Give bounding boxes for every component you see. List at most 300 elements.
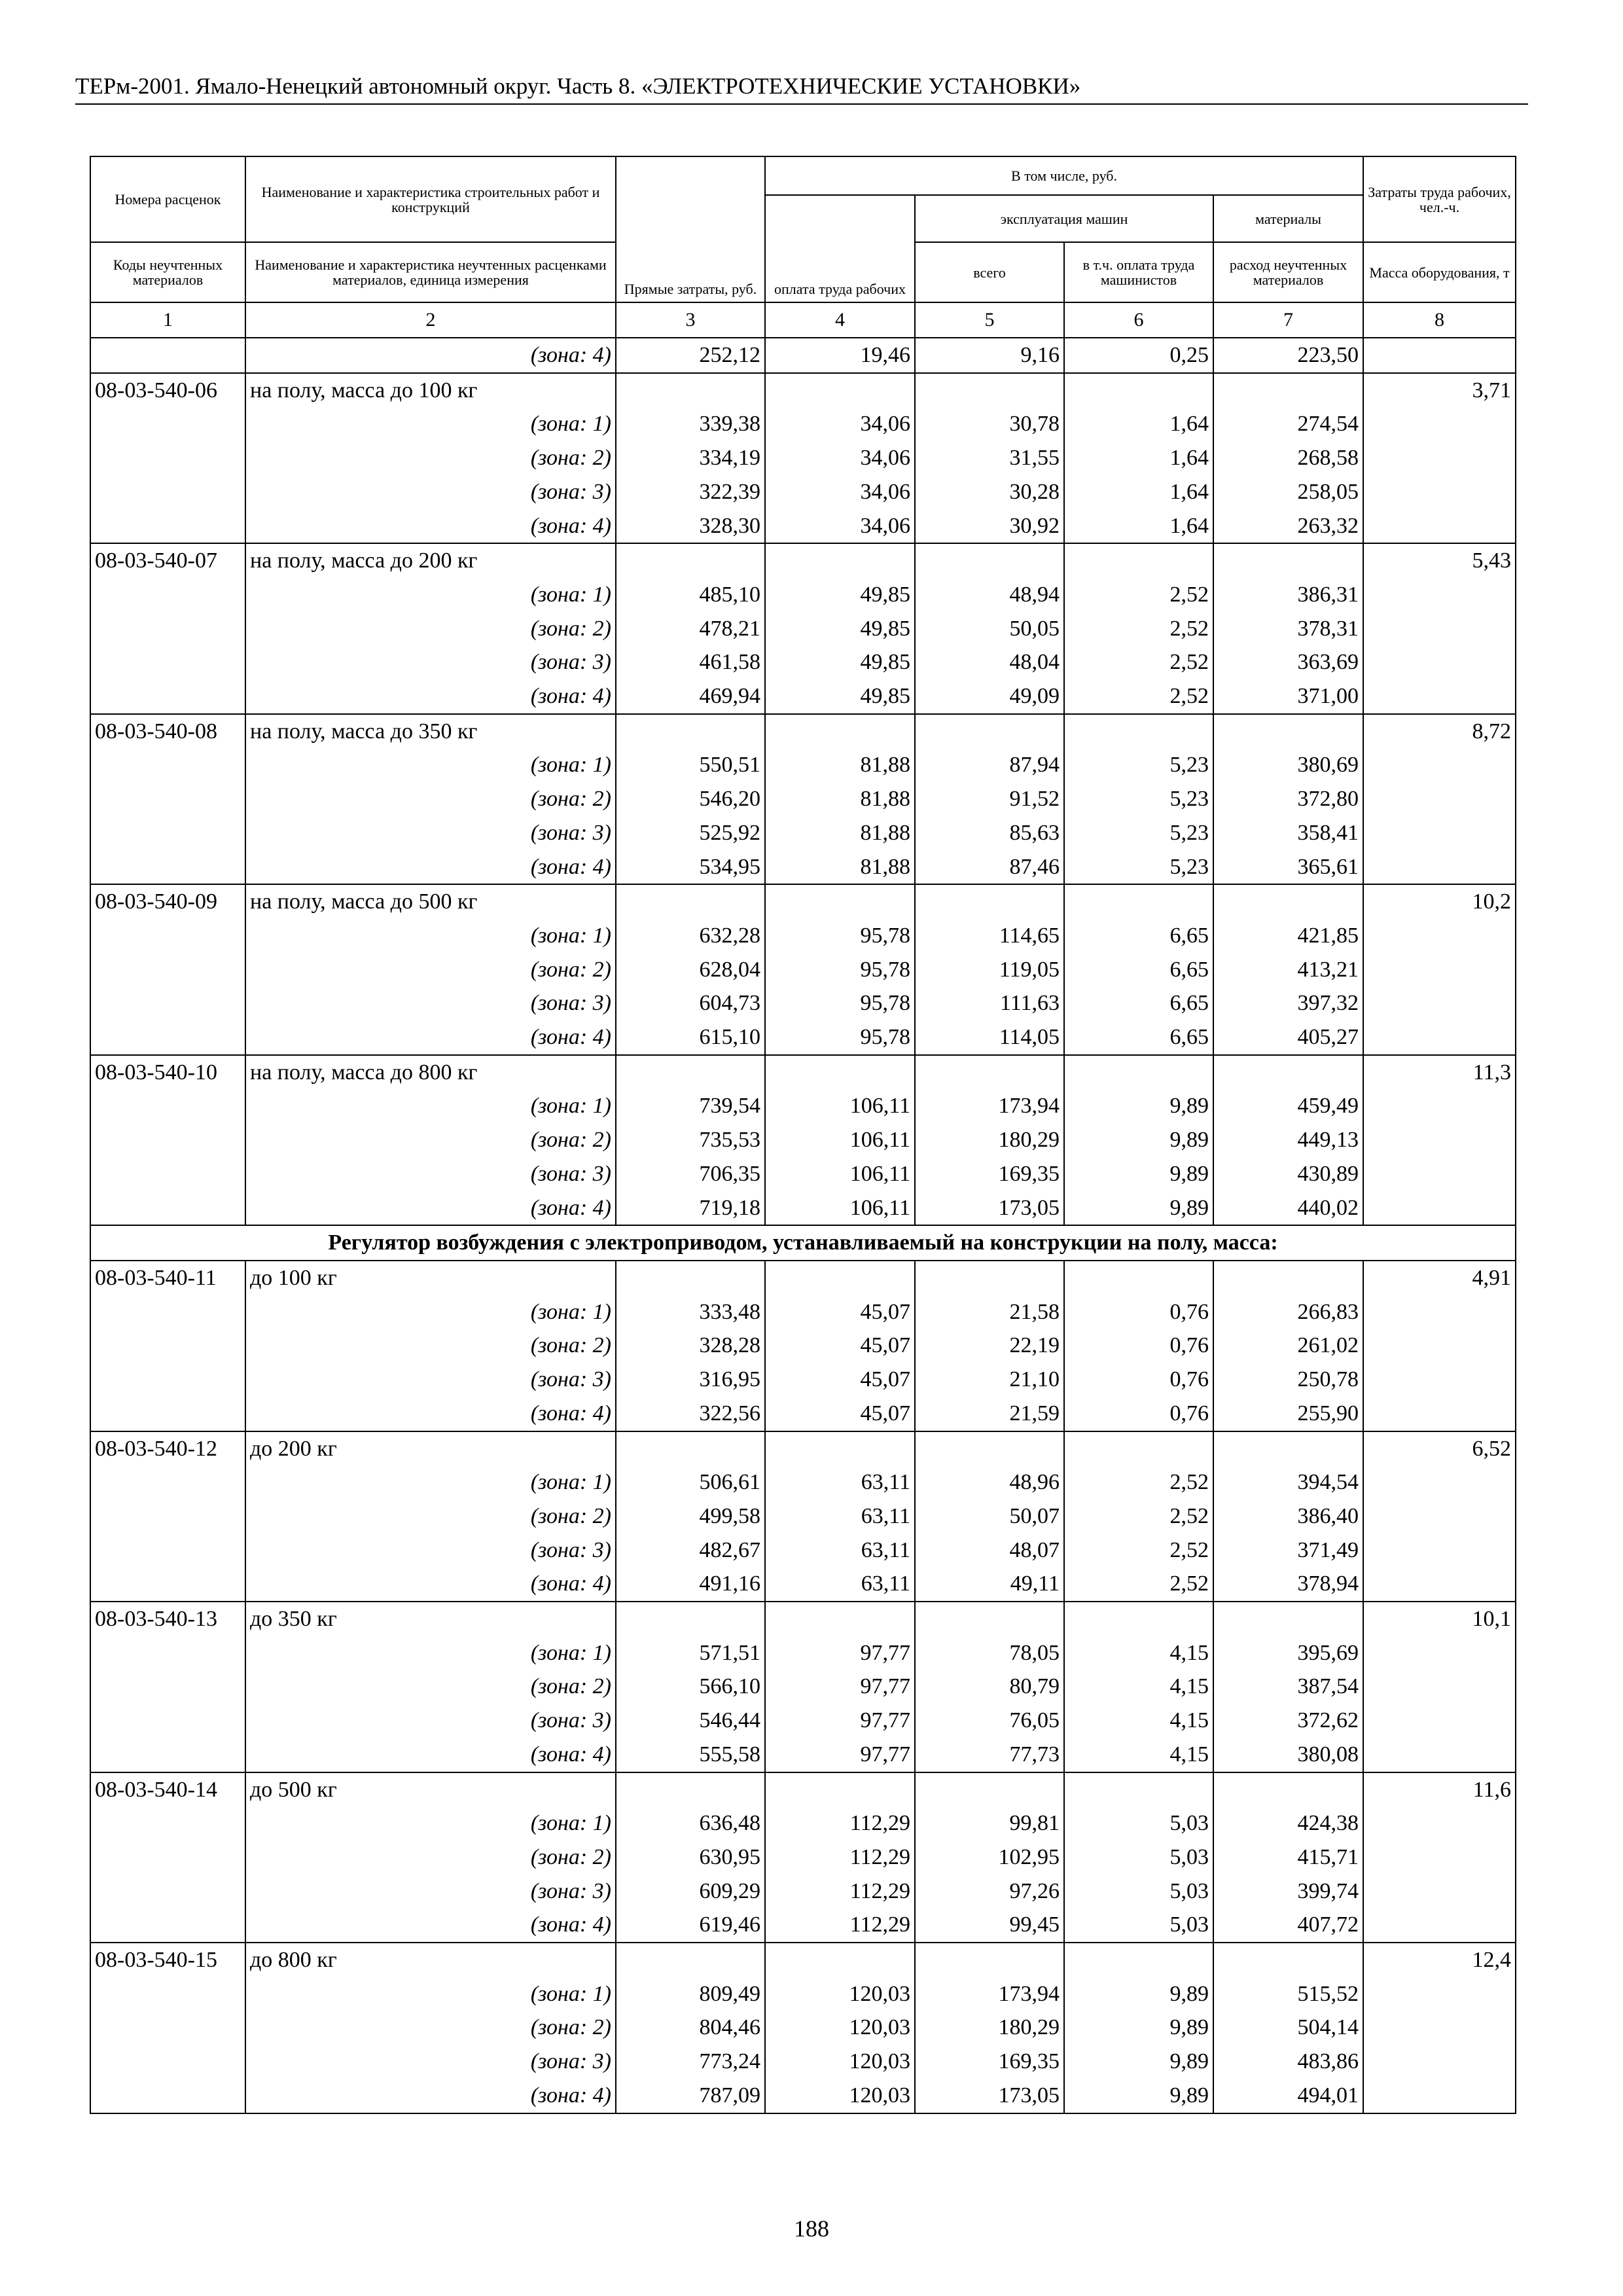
mass-cell: 10,2 [1363,884,1516,919]
code-cell [90,1157,245,1191]
rate-name: на полу, масса до 200 кг [245,543,616,578]
code-cell [90,612,245,646]
table-row [90,1020,1516,1055]
value-cell: 21,59 [915,1397,1064,1431]
col6-header: в т.ч. оплата труда машинистов [1064,242,1213,302]
rates-table [90,156,1516,2114]
value-cell: 4,15 [1064,1636,1213,1670]
zone-label: (зона: 1) [245,1295,616,1329]
value-cell: 120,03 [765,2045,915,2079]
value-cell: 30,28 [915,475,1064,509]
value-cell: 9,89 [1064,1123,1213,1157]
value-cell [1064,1261,1213,1295]
zone-label: (зона: 2) [245,1840,616,1874]
table-row [90,1499,1516,1534]
table-row [90,714,1516,749]
table-row [90,1874,1516,1909]
value-cell: 358,41 [1213,816,1363,850]
code-cell [90,1840,245,1874]
code-cell [90,2045,245,2079]
value-cell: 97,77 [765,1670,915,1704]
value-cell: 5,23 [1064,850,1213,885]
value-cell: 106,11 [765,1157,915,1191]
rate-name: до 800 кг [245,1943,616,1977]
rate-code: 08-03-540-14 [90,1772,245,1807]
value-cell [765,1261,915,1295]
value-cell: 363,69 [1213,645,1363,679]
section-row [90,1225,1516,1261]
table-row [90,1465,1516,1499]
value-cell: 169,35 [915,2045,1064,2079]
value-cell: 619,46 [616,1908,765,1943]
value-cell: 63,11 [765,1534,915,1568]
mass-cell [1363,1806,1516,1840]
value-cell: 407,72 [1213,1908,1363,1943]
zone-label: (зона: 2) [245,782,616,816]
value-cell: 50,05 [915,612,1064,646]
value-cell: 380,69 [1213,748,1363,782]
zone-label: (зона: 1) [245,1806,616,1840]
table-row [90,1806,1516,1840]
page-number: 188 [794,2215,829,2242]
value-cell: 4,15 [1064,1738,1213,1772]
table-row [90,338,1516,373]
value-cell: 2,52 [1064,645,1213,679]
table-row [90,1089,1516,1123]
value-cell: 9,16 [915,338,1064,373]
table-row [90,986,1516,1020]
value-cell: 371,49 [1213,1534,1363,1568]
value-cell: 339,38 [616,407,765,441]
table-row [90,1670,1516,1704]
value-cell: 34,06 [765,407,915,441]
code-cell [90,1123,245,1157]
value-cell: 424,38 [1213,1806,1363,1840]
value-cell [765,1602,915,1636]
code-cell [90,1499,245,1534]
mass-cell [1363,850,1516,885]
value-cell: 49,85 [765,612,915,646]
col1-top-header: Номера расценок [90,156,245,242]
mass-cell [1363,1908,1516,1943]
value-cell [915,884,1064,919]
mass-cell: 12,4 [1363,1943,1516,1977]
column-numbers [90,302,1516,338]
value-cell: 87,94 [915,748,1064,782]
value-cell: 45,07 [765,1329,915,1363]
table-row [90,782,1516,816]
value-cell: 120,03 [765,1977,915,2011]
value-cell: 30,92 [915,509,1064,544]
value-cell [1064,1772,1213,1807]
value-cell: 223,50 [1213,338,1363,373]
zone-label: (зона: 4) [245,2079,616,2113]
value-cell: 45,07 [765,1363,915,1397]
value-cell: 111,63 [915,986,1064,1020]
value-cell: 49,85 [765,578,915,612]
zone-label: (зона: 3) [245,816,616,850]
value-cell: 78,05 [915,1636,1064,1670]
value-cell: 636,48 [616,1806,765,1840]
value-cell: 371,00 [1213,679,1363,714]
column-number: 7 [1213,302,1363,338]
col4-header: оплата труда рабочих [765,195,915,302]
value-cell: 263,32 [1213,509,1363,544]
table-row [90,1295,1516,1329]
value-cell: 415,71 [1213,1840,1363,1874]
value-cell: 378,94 [1213,1567,1363,1602]
code-cell [90,679,245,714]
value-cell [1213,1261,1363,1295]
value-cell [1213,1431,1363,1466]
value-cell: 34,06 [765,475,915,509]
mass-cell [1363,1704,1516,1738]
value-cell: 112,29 [765,1806,915,1840]
table-row [90,1363,1516,1397]
value-cell: 97,77 [765,1636,915,1670]
value-cell: 106,11 [765,1191,915,1226]
value-cell: 120,03 [765,2011,915,2045]
value-cell: 546,20 [616,782,765,816]
column-number: 5 [915,302,1064,338]
code-cell [90,509,245,544]
code-cell [90,1908,245,1943]
value-cell: 365,61 [1213,850,1363,885]
value-cell: 6,65 [1064,953,1213,987]
rate-name: на полу, масса до 500 кг [245,884,616,919]
value-cell: 4,15 [1064,1670,1213,1704]
value-cell: 48,04 [915,645,1064,679]
value-cell: 81,88 [765,782,915,816]
value-cell: 50,07 [915,1499,1064,1534]
mass-cell [1363,2045,1516,2079]
value-cell [915,1602,1064,1636]
rate-code: 08-03-540-11 [90,1261,245,1295]
value-cell [915,1431,1064,1466]
table-row [90,1636,1516,1670]
table-row [90,2011,1516,2045]
mass-cell: 11,6 [1363,1772,1516,1807]
value-cell: 550,51 [616,748,765,782]
value-cell: 5,23 [1064,748,1213,782]
value-cell [1213,1772,1363,1807]
mass-cell [1363,1499,1516,1534]
value-cell: 268,58 [1213,441,1363,475]
zone-label: (зона: 4) [245,338,616,373]
code-cell [90,919,245,953]
zone-label: (зона: 3) [245,2045,616,2079]
value-cell [1064,1602,1213,1636]
value-cell: 102,95 [915,1840,1064,1874]
zone-label: (зона: 4) [245,1908,616,1943]
value-cell [1213,884,1363,919]
value-cell: 49,11 [915,1567,1064,1602]
rate-code: 08-03-540-15 [90,1943,245,1977]
code-cell [90,782,245,816]
code-cell [90,1191,245,1226]
value-cell: 173,94 [915,1089,1064,1123]
zone-label: (зона: 3) [245,1157,616,1191]
table-row [90,645,1516,679]
value-cell: 34,06 [765,509,915,544]
incl-header: В том числе, руб. [765,156,1363,195]
col3-header: Прямые затраты, руб. [616,156,765,302]
value-cell [1213,1055,1363,1090]
value-cell: 2,52 [1064,1499,1213,1534]
value-cell: 5,03 [1064,1874,1213,1909]
value-cell: 506,61 [616,1465,765,1499]
mass-cell: 4,91 [1363,1261,1516,1295]
table-row [90,1055,1516,1090]
value-cell: 5,23 [1064,782,1213,816]
value-cell: 809,49 [616,1977,765,2011]
value-cell: 95,78 [765,919,915,953]
value-cell: 482,67 [616,1534,765,1568]
value-cell: 9,89 [1064,2079,1213,2113]
col2-bottom-header: Наименование и характеристика неучтенных расценками материалов, единица измерения [245,242,616,302]
value-cell: 1,64 [1064,475,1213,509]
value-cell: 1,64 [1064,441,1213,475]
value-cell: 45,07 [765,1295,915,1329]
value-cell [616,1772,765,1807]
page-header: ТЕРм-2001. Ямало-Ненецкий автономный округ. Часть 8. «ЭЛЕКТРОТЕХНИЧЕСКИЕ УСТАНОВКИ» [75,73,1528,105]
zone-label: (зона: 4) [245,1397,616,1431]
rate-name: на полу, масса до 800 кг [245,1055,616,1090]
table-row [90,407,1516,441]
value-cell: 485,10 [616,578,765,612]
value-cell [616,543,765,578]
rate-code: 08-03-540-13 [90,1602,245,1636]
table-row [90,2079,1516,2113]
value-cell: 45,07 [765,1397,915,1431]
value-cell: 0,25 [1064,338,1213,373]
value-cell: 628,04 [616,953,765,987]
value-cell: 81,88 [765,816,915,850]
zone-label: (зона: 4) [245,1567,616,1602]
mass-cell: 3,71 [1363,373,1516,408]
value-cell: 5,03 [1064,1908,1213,1943]
col1-bottom-header: Коды неучтенных материалов [90,242,245,302]
value-cell: 1,64 [1064,509,1213,544]
mass-cell [1363,1363,1516,1397]
value-cell: 449,13 [1213,1123,1363,1157]
value-cell [1213,543,1363,578]
value-cell: 4,15 [1064,1704,1213,1738]
table-row [90,884,1516,919]
value-cell: 2,52 [1064,1567,1213,1602]
value-cell: 9,89 [1064,2011,1213,2045]
table-row [90,919,1516,953]
value-cell: 395,69 [1213,1636,1363,1670]
value-cell: 499,58 [616,1499,765,1534]
value-cell: 1,64 [1064,407,1213,441]
zone-label: (зона: 2) [245,953,616,987]
value-cell: 99,81 [915,1806,1064,1840]
table-header [90,156,1516,302]
code-cell [90,1977,245,2011]
zone-label: (зона: 1) [245,578,616,612]
code-cell [90,2079,245,2113]
mass-cell [1363,1670,1516,1704]
value-cell: 0,76 [1064,1329,1213,1363]
value-cell: 387,54 [1213,1670,1363,1704]
value-cell: 63,11 [765,1499,915,1534]
value-cell: 180,29 [915,1123,1064,1157]
value-cell: 63,11 [765,1465,915,1499]
mass-cell [1363,1636,1516,1670]
value-cell: 546,44 [616,1704,765,1738]
rate-name: на полу, масса до 100 кг [245,373,616,408]
code-cell [90,850,245,885]
code-cell [90,1397,245,1431]
code-cell [90,953,245,987]
zone-label: (зона: 2) [245,1499,616,1534]
value-cell: 0,76 [1064,1363,1213,1397]
value-cell [765,1943,915,1977]
value-cell: 95,78 [765,1020,915,1055]
zone-label: (зона: 2) [245,1670,616,1704]
value-cell: 2,52 [1064,679,1213,714]
value-cell [616,1431,765,1466]
mass-cell [1363,645,1516,679]
mass-cell [1363,1020,1516,1055]
value-cell: 6,65 [1064,1020,1213,1055]
value-cell: 719,18 [616,1191,765,1226]
value-cell [616,714,765,749]
value-cell: 180,29 [915,2011,1064,2045]
value-cell: 735,53 [616,1123,765,1157]
value-cell: 252,12 [616,338,765,373]
mass-cell: 10,1 [1363,1602,1516,1636]
table-row [90,1943,1516,1977]
mass-cell [1363,1738,1516,1772]
materials-header: материалы [1213,195,1363,242]
value-cell: 81,88 [765,748,915,782]
value-cell: 49,09 [915,679,1064,714]
code-cell [90,1534,245,1568]
rate-code: 08-03-540-09 [90,884,245,919]
code-cell [90,1738,245,1772]
value-cell [915,373,1064,408]
table-row [90,1772,1516,1807]
zone-label: (зона: 2) [245,441,616,475]
zone-label: (зона: 1) [245,407,616,441]
zone-label: (зона: 1) [245,748,616,782]
rate-code: 08-03-540-08 [90,714,245,749]
code-cell [90,1465,245,1499]
value-cell: 504,14 [1213,2011,1363,2045]
code-cell [90,1636,245,1670]
value-cell: 255,90 [1213,1397,1363,1431]
code-cell [90,338,245,373]
value-cell: 394,54 [1213,1465,1363,1499]
value-cell [1064,543,1213,578]
value-cell: 372,80 [1213,782,1363,816]
col5-header: всего [915,242,1064,302]
value-cell [765,1431,915,1466]
value-cell: 328,30 [616,509,765,544]
column-number: 3 [616,302,765,338]
table-row [90,816,1516,850]
value-cell [915,543,1064,578]
code-cell [90,1704,245,1738]
zone-label: (зона: 3) [245,1874,616,1909]
value-cell: 95,78 [765,953,915,987]
value-cell: 97,26 [915,1874,1064,1909]
value-cell: 173,05 [915,2079,1064,2113]
column-number: 8 [1363,302,1516,338]
value-cell: 49,85 [765,645,915,679]
mass-cell [1363,1295,1516,1329]
value-cell: 609,29 [616,1874,765,1909]
rate-name: до 350 кг [245,1602,616,1636]
table-row [90,1738,1516,1772]
rate-name: до 100 кг [245,1261,616,1295]
table-row [90,578,1516,612]
value-cell: 120,03 [765,2079,915,2113]
value-cell [1064,1943,1213,1977]
value-cell: 48,94 [915,578,1064,612]
value-cell: 63,11 [765,1567,915,1602]
value-cell: 413,21 [1213,953,1363,987]
value-cell: 95,78 [765,986,915,1020]
table-row [90,1602,1516,1636]
value-cell: 99,45 [915,1908,1064,1943]
value-cell: 430,89 [1213,1157,1363,1191]
zone-label: (зона: 4) [245,850,616,885]
mass-cell [1363,509,1516,544]
mass-cell [1363,612,1516,646]
value-cell: 739,54 [616,1089,765,1123]
value-cell: 372,62 [1213,1704,1363,1738]
mass-cell: 5,43 [1363,543,1516,578]
table-row [90,612,1516,646]
value-cell: 804,46 [616,2011,765,2045]
mass-cell [1363,1089,1516,1123]
value-cell: 328,28 [616,1329,765,1363]
rate-code: 08-03-540-10 [90,1055,245,1090]
zone-label: (зона: 3) [245,986,616,1020]
section-title: Регулятор возбуждения с электроприводом, устанавливаемый на конструкции на полу, масса: [90,1225,1516,1261]
zone-label: (зона: 2) [245,1123,616,1157]
value-cell: 334,19 [616,441,765,475]
value-cell [915,1055,1064,1090]
mass-cell: 11,3 [1363,1055,1516,1090]
code-cell [90,1806,245,1840]
value-cell: 494,01 [1213,2079,1363,2113]
value-cell: 405,27 [1213,1020,1363,1055]
code-cell [90,578,245,612]
value-cell: 87,46 [915,850,1064,885]
zone-label: (зона: 1) [245,919,616,953]
code-cell [90,1329,245,1363]
mass-cell [1363,1157,1516,1191]
code-cell [90,2011,245,2045]
value-cell [616,373,765,408]
value-cell: 571,51 [616,1636,765,1670]
mass-cell [1363,578,1516,612]
rate-code: 08-03-540-06 [90,373,245,408]
code-cell [90,1089,245,1123]
mass-cell [1363,1465,1516,1499]
value-cell: 22,19 [915,1329,1064,1363]
value-cell: 9,89 [1064,1191,1213,1226]
value-cell: 2,52 [1064,612,1213,646]
value-cell: 19,46 [765,338,915,373]
zone-label: (зона: 4) [245,509,616,544]
value-cell: 112,29 [765,1840,915,1874]
value-cell: 85,63 [915,816,1064,850]
